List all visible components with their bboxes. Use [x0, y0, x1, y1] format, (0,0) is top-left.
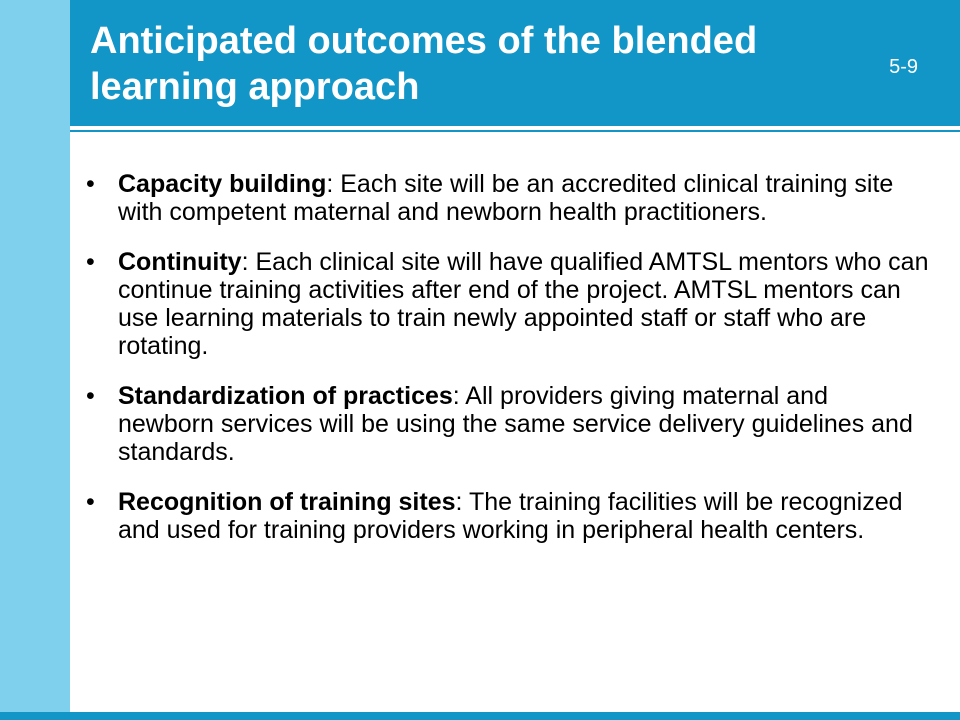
bullet-term: Recognition of training sites: [118, 488, 456, 516]
bullet-text: : Each clinical site will have qualified AMTSL mentors who can continue training activities after end of the project. AMTSL mentors can use learning materials to train newly appointed staff or staff who are rotating.: [118, 248, 929, 360]
bullet-term: Continuity: [118, 248, 242, 276]
bullet-text: : The training facilities will be recognized and used for training providers working in peripheral health centers.: [118, 488, 903, 544]
bullet-recognition: [80, 488, 930, 544]
bullet-term: Standardization of practices: [118, 382, 453, 410]
bullet-list: [80, 170, 930, 566]
header-divider-line: [70, 130, 960, 132]
bullet-standardization: [80, 382, 930, 466]
bullet-term: Capacity building: [118, 170, 327, 198]
bullet-continuity: [80, 248, 930, 360]
bullet-dot-icon: •: [86, 488, 95, 516]
bullet-dot-icon: •: [86, 382, 95, 410]
bullet-text: : Each site will be an accredited clinical training site with competent maternal and newborn health practitioners.: [118, 170, 894, 226]
bullet-text: : All providers giving maternal and newborn services will be using the same service delivery guidelines and standards.: [118, 382, 913, 466]
bullet-capacity-building: [80, 170, 930, 226]
bottom-accent-bar: [0, 712, 960, 720]
slide-title: Anticipated outcomes of the blended learning approach: [90, 20, 758, 108]
bullet-dot-icon: •: [86, 248, 95, 276]
left-accent-stripe: [0, 0, 70, 720]
bullet-dot-icon: •: [86, 170, 95, 198]
slide-number: 5-9: [889, 56, 918, 78]
